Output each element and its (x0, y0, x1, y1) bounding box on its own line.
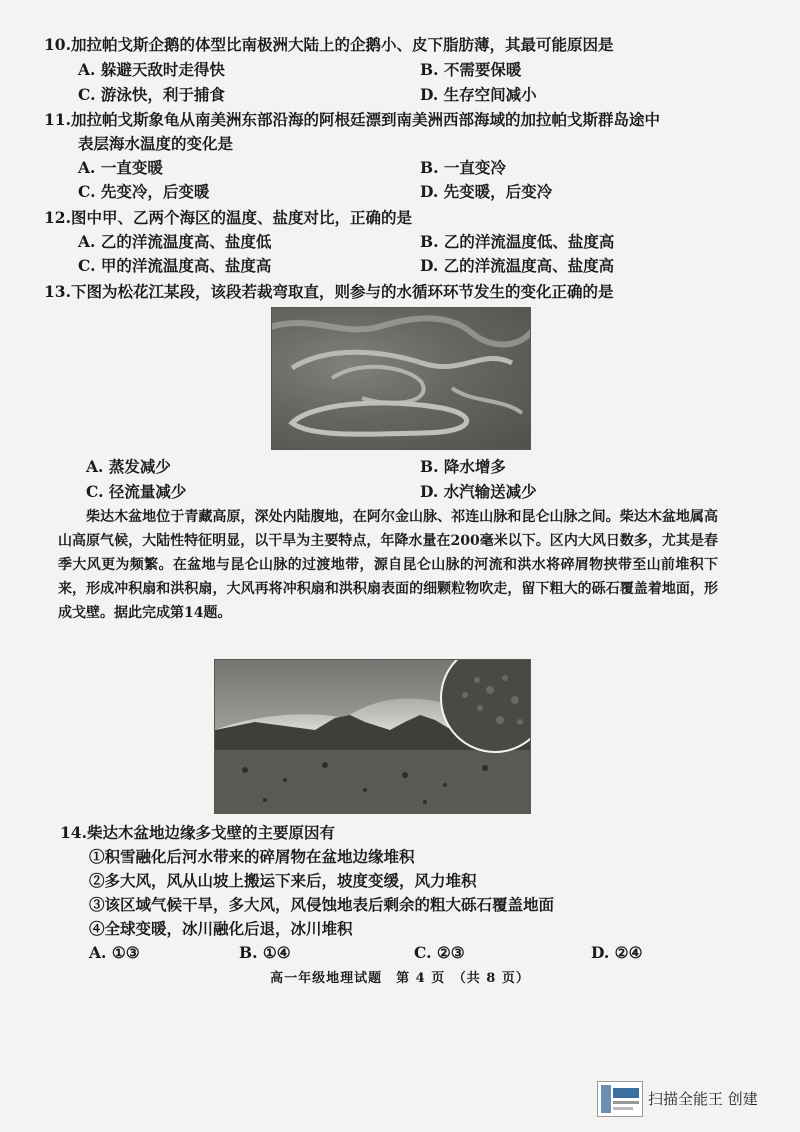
q13-option-a: A. 蒸发减少 (86, 457, 171, 476)
q14-option-a: A. ①③ (89, 943, 140, 962)
q10-stem: 10.加拉帕戈斯企鹅的体型比南极洲大陆上的企鹅小、皮下脂肪薄，其最可能原因是 (44, 35, 614, 54)
q14-stem: 14.柴达木盆地边缘多戈壁的主要原因有 (60, 823, 335, 842)
q11-option-d: D. 先变暖，后变冷 (420, 182, 553, 201)
q13-option-d: D. 水汽输送减少 (420, 482, 537, 501)
q14-statement-4: ④全球变暖，冰川融化后退，冰川堆积 (89, 919, 353, 938)
q14-statement-2: ②多大风，风从山坡上搬运下来后，坡度变缓，风力堆积 (89, 871, 477, 890)
q12-option-a: A. 乙的洋流温度高、盐度低 (78, 232, 272, 251)
q12-option-b: B. 乙的洋流温度低、盐度高 (420, 232, 615, 251)
scanner-watermark-text: 扫描全能王 创建 (648, 1090, 758, 1108)
gobi-desert-image (215, 660, 530, 813)
q11-option-c: C. 先变冷，后变暖 (78, 182, 210, 201)
q12-option-c: C. 甲的洋流温度高、盐度高 (78, 256, 272, 275)
q10-option-a: A. 躲避天敌时走得快 (78, 60, 225, 79)
q10-option-b: B. 不需要保暖 (420, 60, 522, 79)
q11-stem-line2: 表层海水温度的变化是 (78, 134, 234, 153)
gobi-desert-photo (214, 659, 531, 814)
q10-option-c: C. 游泳快，利于捕食 (78, 85, 225, 104)
page-footer: 高一年级地理试题 第 4 页 （共 8 页） (270, 971, 530, 986)
q13-option-c: C. 径流量减少 (86, 482, 187, 501)
q12-option-d: D. 乙的洋流温度高、盐度高 (420, 256, 615, 275)
scanner-logo-icon (597, 1081, 643, 1117)
q11-option-a: A. 一直变暖 (78, 158, 163, 177)
q14-statement-3: ③该区域气候干旱，多大风，风侵蚀地表后剩余的粗大砾石覆盖地面 (89, 895, 555, 914)
q11-stem-line1: 11.加拉帕戈斯象龟从南美洲东部沿海的阿根廷漂到南美洲西部海域的加拉帕戈斯群岛途中 (44, 110, 660, 129)
q14-option-c: C. ②③ (414, 943, 465, 962)
q14-statement-1: ①积雪融化后河水带来的碎屑物在盆地边缘堆积 (89, 847, 415, 866)
q14-option-d: D. ②④ (591, 943, 643, 962)
q12-stem: 12.图中甲、乙两个海区的温度、盐度对比，正确的是 (44, 208, 412, 227)
reading-passage: 柴达木盆地位于青藏高原，深处内陆腹地，在阿尔金山脉、祁连山脉和昆仑山脉之间。柴达木盆地属高山高原气候，大陆性特征明显，以干旱为主要特点，年降水量在200毫米以下。区内大风日数多，尤其是春季大风更为频繁。在盆地与昆仑山脉的过渡地带，源自昆仑山脉的河流和洪水将碎屑物挟带至山前堆积下来，形成冲积扇和洪积扇，大风再将冲积扇和洪积扇表面的细颗粒物吹走，留下粗大的砾石覆盖着地面，形成戈壁。据此完成第14题。 (58, 509, 718, 621)
q13-stem: 13.下图为松花江某段，该段若裁弯取直，则参与的水循环环节发生的变化正确的是 (44, 282, 614, 301)
q14-option-b: B. ①④ (239, 943, 291, 962)
river-meander-photo (271, 307, 531, 450)
q10-option-d: D. 生存空间减小 (420, 85, 537, 104)
q13-option-b: B. 降水增多 (420, 457, 506, 476)
q11-option-b: B. 一直变冷 (420, 158, 506, 177)
river-meander-image (272, 308, 530, 449)
